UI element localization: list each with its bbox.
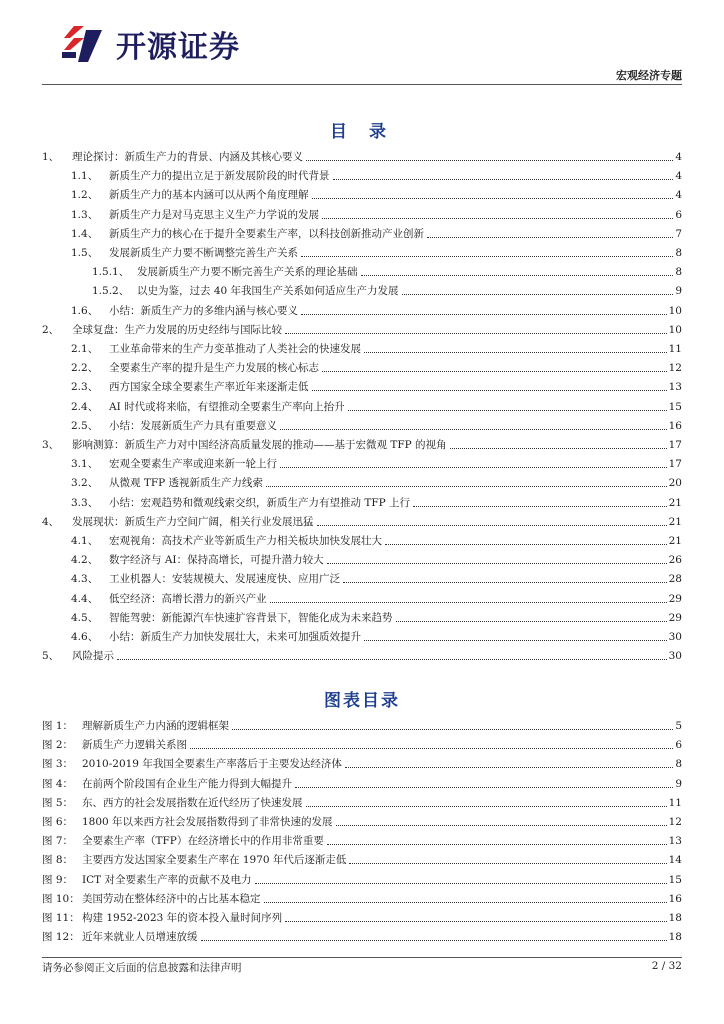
dot-leader [301,314,667,315]
toc-entry[interactable] [42,146,682,164]
dot-leader [345,767,673,768]
toc-entry-number: 4.5、 [71,611,99,624]
toc-entry[interactable] [42,492,682,510]
toc-entry-title: 发展现状：新质生产力空间广阔，相关行业发展迅猛 [72,515,314,528]
dot-leader [322,371,667,372]
toc-entry-title: 宏观视角：高技术产业等新质生产力相关板块加快发展壮大 [109,535,382,547]
dot-leader [402,294,674,295]
toc-entry-title: 发展新质生产力要不断调整完善生产关系 [109,247,298,259]
toc-entry-page: 13 [668,381,682,394]
toc-entry[interactable] [42,607,682,625]
dot-leader [270,602,667,603]
figure-entry-title: 新质生产力逻辑关系图 [82,739,187,752]
report-category: 宏观经济专题 [616,69,682,82]
toc-entry-page: 9 [675,285,682,298]
toc-entry[interactable] [42,396,682,414]
toc-entry-page: 6 [675,208,682,221]
figure-entry-page: 6 [675,739,682,752]
figure-entry-title: 理解新质生产力内涵的逻辑框架 [82,720,229,732]
figure-entry-number: 图 1： [42,720,74,732]
toc-entry-number: 2.1、 [71,343,99,355]
toc-entry-title: 低空经济：高增长潜力的新兴产业 [109,592,267,605]
toc-entry-number: 1.4、 [71,227,99,240]
toc-entry-page: 21 [668,496,682,509]
toc-entry-number: 2.3、 [71,381,99,394]
figure-entry-number: 图 9： [42,873,74,886]
dot-leader [336,825,667,826]
figures-title: 图表目录 [324,691,400,711]
toc-entry-title: AI 时代或将来临，有望推动全要素生产率向上抬升 [109,400,345,413]
toc-entry-number: 3.3、 [71,496,99,509]
figure-entry-title: 2010-2019 年我国全要素生产率落后于主要发达经济体 [82,758,342,771]
toc-entry-number: 5、 [42,650,60,663]
toc-entry-title: 西方国家全球全要素生产率近年来逐渐走低 [109,381,309,394]
dot-leader [280,467,667,468]
toc-entry[interactable] [42,280,682,298]
toc-entry-page: 28 [668,573,682,586]
toc-entry-page: 16 [668,419,682,432]
figure-entry-page: 9 [675,777,682,790]
toc-entry-number: 1.5.2、 [92,285,130,298]
toc-entry-page: 29 [668,592,682,605]
figure-entry-number: 图 6： [42,816,74,828]
toc-entry[interactable] [42,568,682,586]
toc-entry-title: 工业机器人：安装规模大、发展速度快、应用广泛 [109,573,340,586]
dot-leader [201,940,667,941]
toc-entry-title: 风险提示 [72,650,114,663]
toc-entry-title: 小结：宏观趋势和微观线索交织，新质生产力有望推动 TFP 上行 [109,496,411,509]
toc-entry-number: 1.3、 [71,208,99,221]
toc-entry-page: 15 [668,400,682,413]
header-divider [42,84,682,85]
dot-leader [327,844,667,845]
toc-entry[interactable] [42,338,682,356]
figure-entry-title: 近年来就业人员增速放缓 [82,931,198,944]
dot-leader [364,640,667,641]
toc-entry[interactable] [42,434,682,452]
toc-entry-title: 以史为鉴，过去 40 年我国生产关系如何适应生产力发展 [137,285,399,298]
dot-leader [285,333,667,334]
dot-leader [327,563,667,564]
toc-entry[interactable] [42,453,682,471]
dot-leader [295,787,673,788]
brand-logo [60,22,240,66]
figure-entry-page: 14 [668,854,682,867]
toc-entry-page: 7 [675,227,682,240]
logo-mark-icon [60,22,108,66]
toc-entry-number: 1、 [42,151,60,163]
toc-entry-page: 20 [668,477,682,490]
toc-entry-page: 10 [668,323,682,336]
figure-entry-number: 图 3： [42,758,74,771]
toc-entry[interactable] [42,415,682,433]
toc-title: 目 录 [330,122,394,142]
figure-entry-page: 12 [668,816,682,828]
dot-leader [280,429,667,430]
dot-leader [312,390,667,391]
toc-entry[interactable] [42,376,682,394]
toc-entry-page: 26 [668,554,682,567]
toc-entry-number: 3.2、 [71,477,99,490]
toc-entry[interactable] [42,184,682,202]
dot-leader [264,902,667,903]
figure-entry-page: 18 [668,931,682,944]
figure-entry-page: 18 [668,912,682,924]
toc-entry-page: 30 [668,631,682,643]
figure-entry[interactable] [42,888,682,906]
toc-entry-number: 4.1、 [71,535,99,547]
toc-entry-number: 1.5.1、 [92,266,130,279]
toc-entry-title: 新质生产力的提出立足于新发展阶段的时代背景 [109,170,330,183]
dot-leader [266,486,667,487]
toc-entry-title: 新质生产力的基本内涵可以从两个角度理解 [109,189,309,202]
figure-entry[interactable] [42,830,682,848]
toc-entry-title: 理论探讨：新质生产力的背景、内涵及其核心要义 [72,151,303,163]
toc-entry-number: 4.6、 [71,631,99,643]
figure-entry-number: 图 11： [42,912,80,924]
dot-leader [413,506,667,507]
figure-entry-number: 图 4： [42,777,74,790]
figure-entry-title: 东、西方的社会发展指数在近代经历了快速发展 [82,796,303,809]
toc-entry[interactable] [42,472,682,490]
toc-entry-page: 17 [668,458,682,471]
toc-entry[interactable] [42,223,682,241]
figure-entry-title: 美国劳动在整体经济中的占比基本稳定 [82,892,261,905]
figure-entry[interactable] [42,849,682,867]
dot-leader [117,659,667,660]
toc-entry[interactable] [42,530,682,548]
toc-entry[interactable] [42,242,682,260]
dot-leader [301,256,673,257]
toc-entry[interactable] [42,357,682,375]
figure-entry-page: 8 [675,758,682,771]
toc-entry-page: 17 [668,439,682,451]
dot-leader [306,160,673,161]
figure-entry-title: 全要素生产率（TFP）在经济增长中的作用非常重要 [82,835,324,848]
figure-entry-page: 15 [668,873,682,886]
toc-entry-title: 影响测算：新质生产力对中国经济高质量发展的推动——基于宏微观 TFP 的视角 [72,439,447,451]
figure-entry[interactable] [42,869,682,887]
toc-entry-page: 30 [668,650,682,663]
dot-leader [317,525,667,526]
dot-leader [364,352,667,353]
toc-entry-title: 工业革命带来的生产力变革推动了人类社会的快速发展 [109,343,361,355]
toc-entry-number: 2.2、 [71,362,99,375]
dot-leader [385,544,667,545]
figure-entry-number: 图 7： [42,835,74,848]
toc-entry-number: 4、 [42,515,60,528]
dot-leader [312,198,674,199]
toc-entry-number: 1.2、 [71,189,99,202]
toc-entry[interactable] [42,645,682,663]
dot-leader [232,729,673,730]
dot-leader [450,448,667,449]
figure-entry-title: 1800 年以来西方社会发展指数得到了非常快速的发展 [82,816,333,828]
logo-text: 开源证券 [116,30,240,65]
footer-disclaimer: 请务必参阅正文后面的信息披露和法律声明 [42,962,242,974]
toc-entry-number: 1.1、 [71,170,99,183]
figure-entry-title: 在前两个阶段国有企业生产能力得到大幅提升 [82,777,292,790]
figure-entry-number: 图 8： [42,854,74,867]
toc-entry-number: 2.5、 [71,419,99,432]
figure-entry-title: 主要西方发达国家全要素生产率在 1970 年代后逐渐走低 [82,854,347,867]
footer-divider [42,957,682,958]
toc-entry-page: 12 [668,362,682,375]
dot-leader [349,863,666,864]
dot-leader [306,806,667,807]
toc-entry-title: 从微观 TFP 透视新质生产力线索 [109,477,264,490]
toc-entry-number: 1.6、 [71,304,99,317]
figure-entry-page: 13 [668,835,682,848]
dot-leader [285,921,666,922]
toc-entry[interactable] [42,300,682,318]
toc-entry-page: 21 [668,535,682,547]
dot-leader [348,410,667,411]
toc-entry-number: 4.3、 [71,573,99,586]
toc-entry[interactable] [42,204,682,222]
figure-entry-number: 图 2： [42,739,74,752]
figure-entry[interactable] [42,715,682,733]
toc-entry-title: 宏观全要素生产率或迎来新一轮上行 [109,458,277,471]
figure-entry-number: 图 5： [42,796,74,809]
toc-entry-title: 小结：发展新质生产力具有重要意义 [109,419,277,432]
figure-entry-page: 11 [668,796,682,809]
toc-entry-number: 3.1、 [71,458,99,471]
dot-leader [255,883,667,884]
dot-leader [343,582,667,583]
toc-entry[interactable] [42,165,682,183]
dot-leader [396,621,667,622]
toc-entry-number: 1.5、 [71,247,99,259]
figure-entry-number: 图 10： [42,892,80,905]
toc-entry-title: 全球复盘：生产力发展的历史经纬与国际比较 [72,323,282,336]
toc-entry-page: 4 [675,151,682,163]
figure-entry[interactable] [42,926,682,944]
toc-entry-title: 新质生产力的核心在于提升全要素生产率，以科技创新推动产业创新 [109,227,424,240]
toc-entry-page: 29 [668,611,682,624]
dot-leader [427,237,673,238]
toc-entry-title: 小结：新质生产力的多维内涵与核心要义 [109,304,298,317]
toc-entry-page: 8 [675,266,682,279]
toc-entry[interactable] [42,319,682,337]
figure-entry[interactable] [42,753,682,771]
figure-entry-number: 图 12： [42,931,80,944]
toc-entry-page: 4 [675,189,682,202]
figure-entry[interactable] [42,811,682,829]
figure-entry[interactable] [42,907,682,925]
figure-entry[interactable] [42,734,682,752]
toc-entry[interactable] [42,588,682,606]
toc-entry[interactable] [42,549,682,567]
toc-entry-title: 发展新质生产力要不断完善生产关系的理论基础 [137,266,358,279]
toc-entry-page: 4 [675,170,682,183]
toc-entry[interactable] [42,511,682,529]
toc-entry-number: 3、 [42,439,60,451]
figure-entry-page: 16 [668,892,682,905]
figure-entry[interactable] [42,773,682,791]
figure-entry-title: 构建 1952-2023 年的资本投入量时间序列 [82,912,283,924]
toc-entry-page: 21 [668,515,682,528]
toc-entry[interactable] [42,261,682,279]
toc-entry-page: 11 [668,343,682,355]
toc-entry-title: 数字经济与 AI：保持高增长，可提升潜力较大 [109,554,324,567]
toc-entry-page: 10 [668,304,682,317]
dot-leader [322,218,673,219]
toc-entry-title: 全要素生产率的提升是生产力发展的核心标志 [109,362,319,375]
dot-leader [361,275,674,276]
toc-entry[interactable] [42,626,682,644]
dot-leader [190,748,673,749]
toc-entry-page: 8 [675,247,682,259]
dot-leader [333,179,674,180]
page-number: 2 / 32 [651,960,682,972]
toc-entry-number: 4.2、 [71,554,99,567]
toc-entry-title: 小结：新质生产力加快发展壮大，未来可加强质效提升 [109,631,361,643]
toc-entry-title: 智能驾驶：新能源汽车快速扩容背景下，智能化成为未来趋势 [109,611,393,624]
figure-entry-title: ICT 对全要素生产率的贡献不及电力 [82,873,252,886]
toc-entry-title: 新质生产力是对马克思主义生产力学说的发展 [109,208,319,221]
figure-entry-page: 5 [675,720,682,732]
toc-entry-number: 4.4、 [71,592,99,605]
figure-entry[interactable] [42,792,682,810]
toc-entry-number: 2.4、 [71,400,99,413]
toc-entry-number: 2、 [42,323,60,336]
